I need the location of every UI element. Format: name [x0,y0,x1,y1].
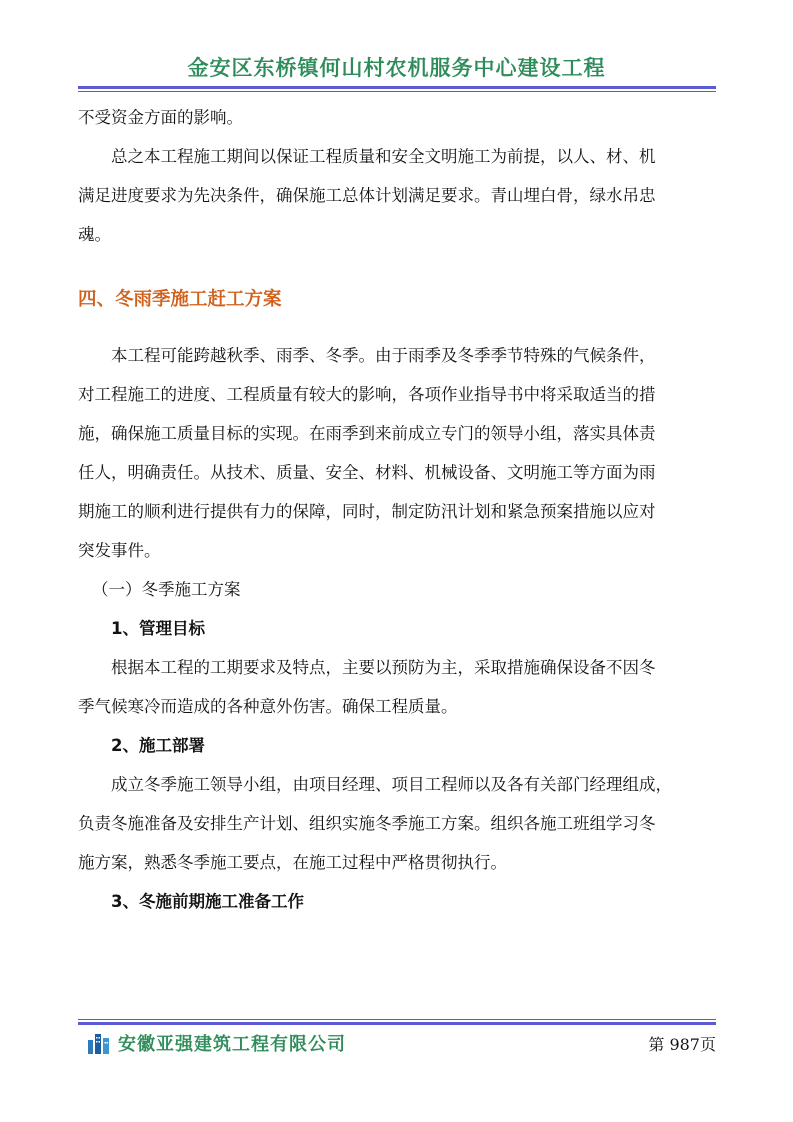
body-main [78,336,716,921]
paragraph-line: 本工程可能跨越秋季、雨季、冬季。由于雨季及冬季季节特殊的气候条件， [111,346,656,365]
paragraph-line: 满足进度要求为先决条件，确保施工总体计划满足要求。青山埋白骨，绿水吊忠 [78,186,656,205]
paragraph-line: 不受资金方面的影响。 [78,108,243,127]
company-name: 安徽亚强建筑工程有限公司 [118,1034,346,1055]
header-rule-thick [78,86,716,89]
header-rule-thin [78,91,716,92]
item-heading-3: 3、冬施前期施工准备工作 [111,892,304,911]
page-number: 第 987页 [648,1035,716,1054]
item-heading-2: 2、施工部署 [111,736,205,755]
item-heading-1: 1、管理目标 [111,619,205,638]
body-top [78,98,716,254]
page-footer [78,1030,716,1062]
paragraph-line: 任人，明确责任。从技术、质量、安全、材料、机械设备、文明施工等方面为雨 [78,463,656,482]
section-heading: 四、冬雨季施工赶工方案 [78,289,282,310]
building-logo-icon [86,1032,112,1054]
footer-rule-thick [78,1022,716,1025]
paragraph-line: 成立冬季施工领导小组，由项目经理、项目工程师以及各有关部门经理组成， [111,775,672,794]
paragraph-line: 期施工的顺利进行提供有力的保障，同时，制定防汛计划和紧急预案措施以应对 [78,502,656,521]
paragraph-line: 总之本工程施工期间以保证工程质量和安全文明施工为前提，以人、材、机 [111,147,656,166]
paragraph-line: 施方案，熟悉冬季施工要点，在施工过程中严格贯彻执行。 [78,853,507,872]
footer-rule-thin [78,1019,716,1020]
paragraph-line: 季气候寒冷而造成的各种意外伤害。确保工程质量。 [78,697,458,716]
paragraph-line: 负责冬施准备及安排生产计划、组织实施冬季施工方案。组织各施工班组学习冬 [78,814,656,833]
paragraph-line: 对工程施工的进度、工程质量有较大的影响，各项作业指导书中将采取适当的措 [78,385,656,404]
subsection-heading: （一）冬季施工方案 [92,580,241,599]
paragraph-line: 施，确保施工质量目标的实现。在雨季到来前成立专门的领导小组，落实具体责 [78,424,656,443]
page-header-title: 金安区东桥镇何山村农机服务中心建设工程 [187,56,606,80]
paragraph-line: 突发事件。 [78,541,161,560]
paragraph-line: 根据本工程的工期要求及特点，主要以预防为主，采取措施确保设备不因冬 [111,658,656,677]
paragraph-line: 魂。 [78,225,111,244]
